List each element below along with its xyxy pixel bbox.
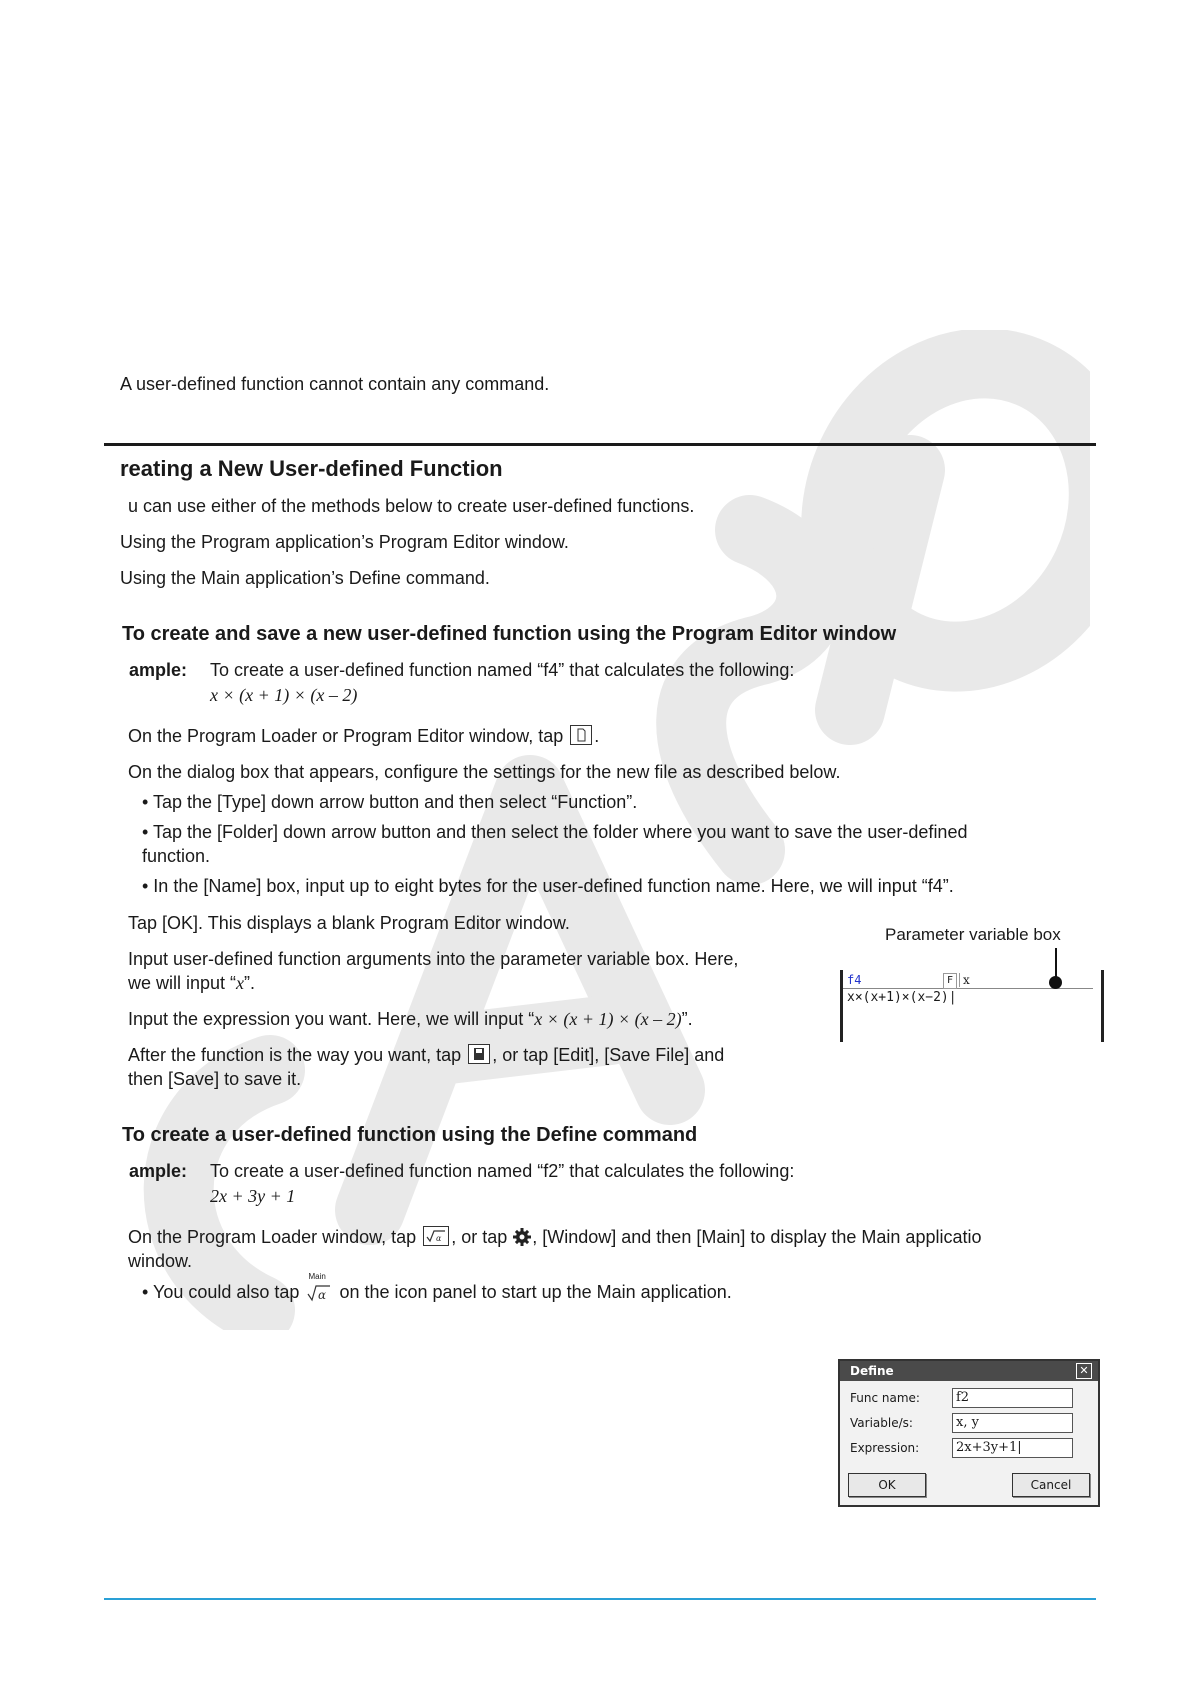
define-dialog-titlebar — [840, 1361, 1098, 1381]
method-2: Using the Main application’s Define command. — [120, 568, 490, 588]
new-file-icon[interactable] — [570, 725, 592, 745]
main-app-key-icon[interactable] — [423, 1226, 449, 1246]
note-text: A user-defined function cannot contain any command. — [120, 374, 550, 394]
proc1-example-text: To create a user-defined function named “f4” that calculates the following: — [210, 660, 795, 680]
define-dialog-title: Define — [850, 1364, 894, 1378]
variables-label: Variable/s: — [850, 1416, 913, 1430]
main-app-icon[interactable]: Main α — [304, 1280, 334, 1302]
proc1-title: To create and save a new user-defined function using the Program Editor window — [122, 623, 897, 645]
proc2-formula: 2x + 3y + 1 — [210, 1186, 296, 1206]
cancel-button[interactable]: Cancel — [1012, 1473, 1090, 1497]
proc1-step6a: After the function is the way you want, tap , or tap [Edit], [Save File] and — [128, 1045, 725, 1065]
callout-parameter-label: Parameter variable box — [885, 925, 1061, 944]
svg-text:α: α — [318, 1288, 327, 1302]
save-icon[interactable] — [468, 1044, 490, 1064]
section-rule — [104, 443, 1096, 446]
proc1-bullet1: • Tap the [Type] down arrow button and then select “Function”. — [142, 792, 638, 812]
proc1-formula: x × (x + 1) × (x – 2) — [210, 685, 358, 705]
ok-button[interactable]: OK — [848, 1473, 926, 1497]
program-editor-screenshot — [840, 970, 1104, 1042]
proc2-title: To create a user-defined function using the Define command — [122, 1124, 698, 1146]
callout-dot — [1049, 976, 1062, 989]
define-dialog — [838, 1359, 1100, 1507]
proc1-step5: Input the expression you want. Here, we will input “x × (x + 1) × (x – 2)”. — [128, 1009, 693, 1029]
variables-field[interactable]: x, y — [952, 1413, 1073, 1433]
function-name: f4 — [847, 973, 862, 987]
parameter-variable-box[interactable]: x — [959, 973, 1095, 987]
proc1-step3: Tap [OK]. This displays a blank Program Editor window. — [128, 913, 570, 933]
expression-label: Expression: — [850, 1441, 920, 1455]
proc2-example-text: To create a user-defined function named “f2” that calculates the following: — [210, 1161, 795, 1181]
proc1-bullet2a: • Tap the [Folder] down arrow button and then select the folder where you want to save the user-defined — [142, 822, 968, 842]
proc1-step6b: then [Save] to save it. — [128, 1069, 302, 1089]
method-1: Using the Program application’s Program Editor window. — [120, 532, 569, 552]
editor-expression[interactable]: x×(x+1)×(x−2)| — [847, 990, 957, 1005]
proc2-example-label: ample: — [129, 1161, 188, 1181]
settings-gear-icon[interactable] — [512, 1227, 532, 1247]
close-icon[interactable]: ✕ — [1076, 1363, 1092, 1379]
svg-text:α: α — [436, 1234, 442, 1243]
proc1-step1: On the Program Loader or Program Editor window, tap . — [128, 726, 600, 746]
proc1-step4b: we will input “x”. — [128, 973, 256, 993]
proc2-bullet1: • You could also tap Main α on the icon panel to start up the Main application. — [142, 1272, 732, 1302]
proc2-step1b: window. — [128, 1251, 193, 1271]
type-indicator: F — [943, 973, 957, 989]
func-name-field[interactable]: f2 — [952, 1388, 1073, 1408]
func-name-label: Func name: — [850, 1391, 920, 1405]
proc1-bullet3: • In the [Name] box, input up to eight bytes for the user-defined function name. Here, we will input “f4”. — [142, 876, 954, 896]
proc1-step4a: Input user-defined function arguments into the parameter variable box. Here, — [128, 949, 739, 969]
expression-field[interactable]: 2x+3y+1| — [952, 1438, 1073, 1458]
proc1-step2: On the dialog box that appears, configure the settings for the new file as described below. — [128, 762, 841, 782]
section-intro: u can use either of the methods below to create user-defined functions. — [128, 496, 695, 516]
proc1-bullet2b: function. — [142, 846, 211, 866]
callout-line — [1055, 948, 1057, 978]
proc2-step1a: On the Program Loader window, tap α , or tap , [Window] and then [Main] to display the Main applicatio — [128, 1227, 982, 1247]
proc1-example-label: ample: — [129, 660, 188, 680]
footer-rule — [104, 1598, 1096, 1600]
section-title: reating a New User-defined Function — [120, 456, 503, 481]
